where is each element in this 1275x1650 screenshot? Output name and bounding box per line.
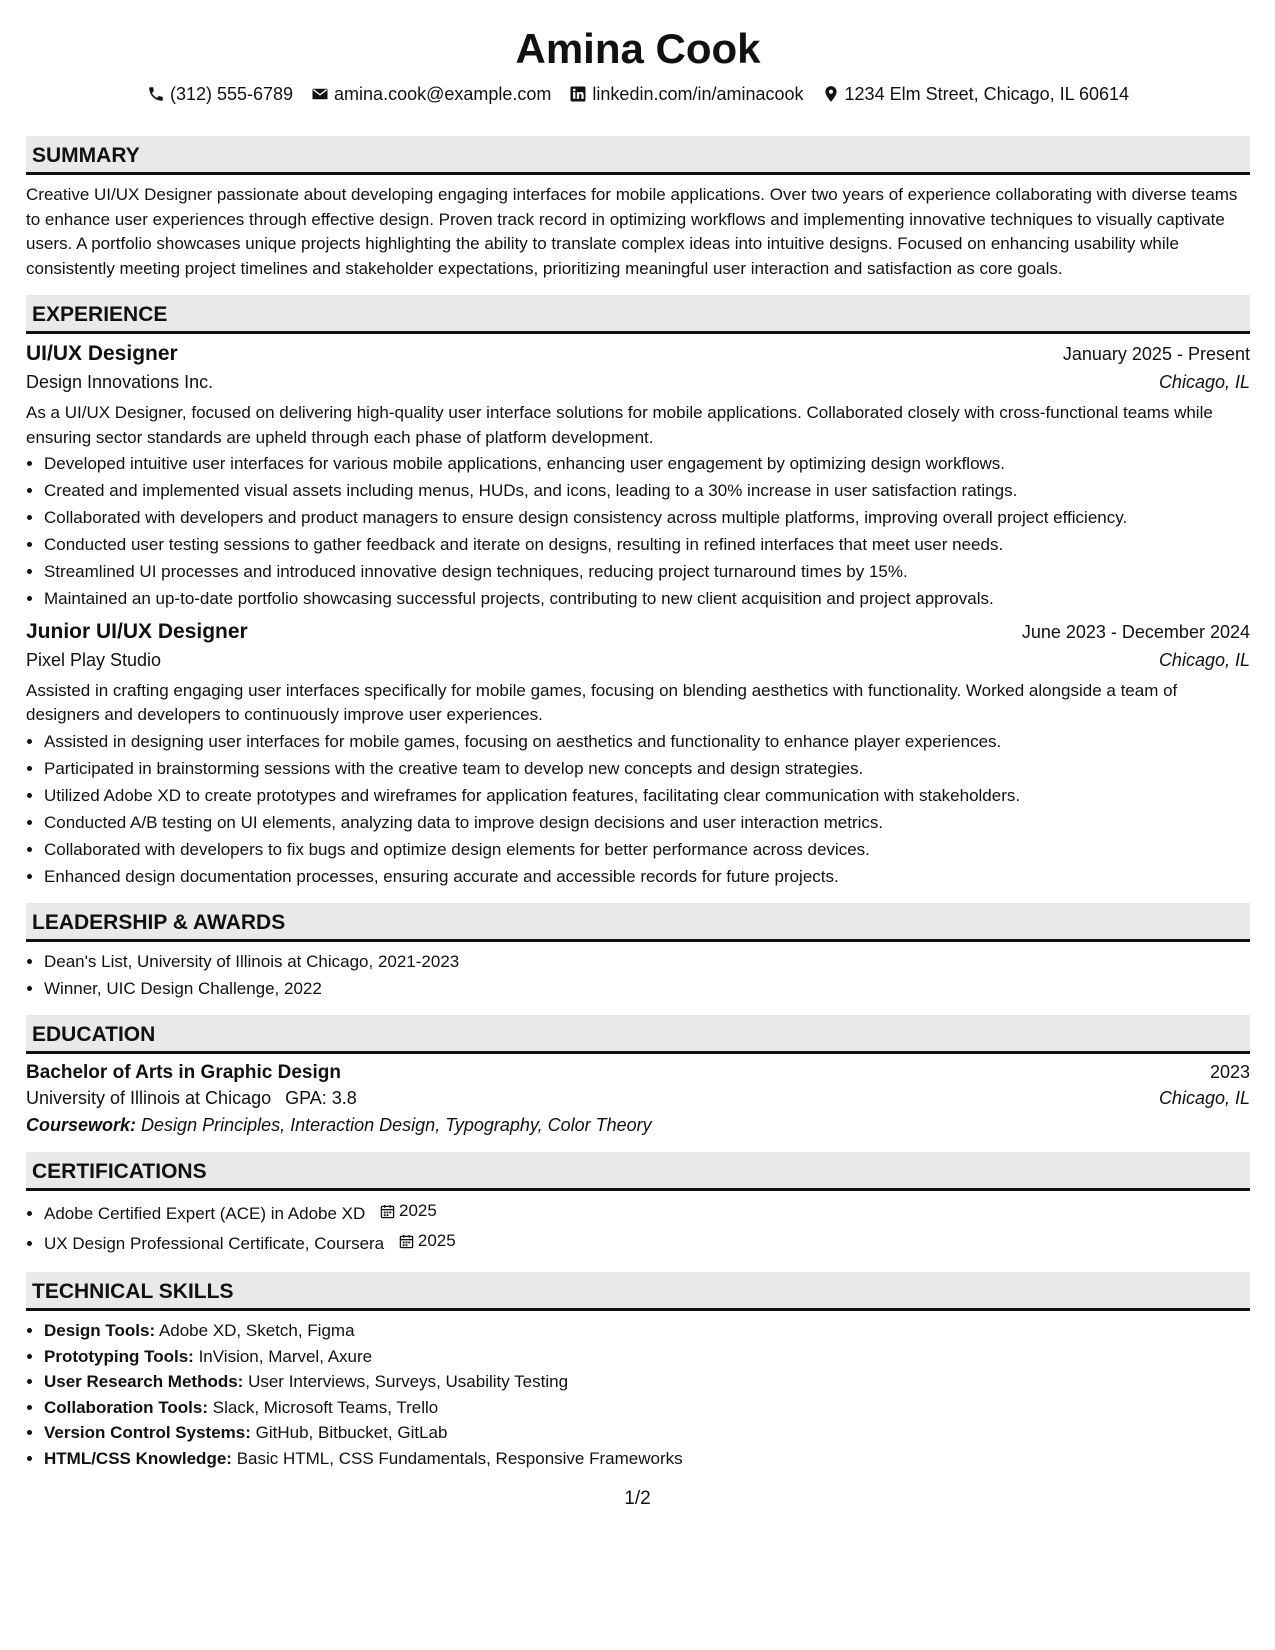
- company-name: Pixel Play Studio: [26, 649, 162, 670]
- company-name: Design Innovations Inc.: [26, 372, 214, 392]
- phone-icon: [147, 85, 165, 103]
- awards-list: [26, 950, 1250, 1001]
- list-item: • Enhanced design documentation processes, ensuring accurate and accessible records for future projects.: [44, 865, 1250, 890]
- contact-phone: [147, 82, 293, 106]
- skill-label: Prototyping Tools:: [44, 1346, 194, 1366]
- list-item: [44, 1345, 1250, 1370]
- phone-text: (312) 555-6789: [169, 84, 294, 104]
- list-item: • Dean's List, University of Illinois at Chicago, 2021-2023: [44, 950, 1250, 975]
- section-heading: EDUCATION: [26, 1015, 1250, 1054]
- page-number: 1/2: [624, 1488, 651, 1509]
- section-heading: EXPERIENCE: [26, 295, 1250, 334]
- cert-date: 2025: [417, 1230, 456, 1250]
- calendar-icon: [380, 1204, 395, 1219]
- section-heading: SUMMARY: [26, 136, 1250, 175]
- job-description: As a UI/UX Designer, focused on delivering high-quality user interface solutions for mobile applications. Collaborated closely with cross-functional teams while ensuring sector standards are upheld through each phase of platform development.: [26, 403, 1213, 447]
- list-item: • Maintained an up-to-date portfolio showcasing successful projects, contributing to new client acquisition and project approvals.: [44, 587, 1250, 612]
- skill-value: Basic HTML, CSS Fundamentals, Responsive Frameworks: [236, 1448, 683, 1468]
- job-bullets: [26, 730, 1250, 890]
- experience-section: [26, 295, 1250, 889]
- email-text: amina.cook@example.com: [334, 84, 552, 104]
- certifications-list: [26, 1199, 1250, 1256]
- job-title: Junior UI/UX Designer: [26, 619, 248, 643]
- skill-value: User Interviews, Surveys, Usability Testing: [248, 1372, 569, 1391]
- linkedin-text: linkedin.com/in/aminacook: [592, 84, 804, 104]
- list-item: • Winner, UIC Design Challenge, 2022: [44, 977, 1250, 1002]
- contact-address: [822, 82, 1130, 106]
- list-item: • Conducted A/B testing on UI elements, analyzing data to improve design decisions and user interaction metrics.: [44, 811, 1250, 836]
- section-heading: LEADERSHIP & AWARDS: [26, 903, 1250, 942]
- skill-value: InVision, Marvel, Axure: [198, 1346, 373, 1366]
- list-item: [44, 1370, 1250, 1395]
- job-entry: [26, 620, 1250, 890]
- summary-text: Creative UI/UX Designer passionate about developing engaging interfaces for mobile applications. Over two years of experience collaborating with diverse teams to enhance user experiences through effective design. Proven track record in optimizing workflows and implementing innovative techniques to visually captivate users. A portfolio showcases unique projects highlighting the ability to translate complex ideas into intuitive designs. Focused on enhancing usability while consistently meeting project timelines and stakeholder expectations, prioritizing meaningful user interaction and satisfaction as core goals.: [26, 185, 1238, 278]
- skill-value: GitHub, Bitbucket, GitLab: [255, 1423, 448, 1442]
- list-item: [44, 1229, 1250, 1256]
- skill-label: HTML/CSS Knowledge:: [44, 1448, 232, 1468]
- list-item: • Utilized Adobe XD to create prototypes and wireframes for application features, facilitating clear communication with stakeholders.: [44, 784, 1250, 809]
- skill-label: Version Control Systems:: [44, 1423, 251, 1442]
- resume-page: [26, 20, 1250, 1472]
- contact-linkedin: [569, 82, 803, 106]
- skill-label: Collaboration Tools:: [44, 1397, 209, 1417]
- school-location: Chicago, IL: [1158, 1088, 1250, 1108]
- job-entry: [26, 342, 1250, 612]
- list-item: • Collaborated with developers and product managers to ensure design consistency across multiple platforms, improving overall project efficiency.: [44, 506, 1250, 531]
- envelope-icon: [311, 85, 329, 103]
- cert-name: Adobe Certified Expert (ACE) in Adobe XD: [44, 1203, 366, 1223]
- section-heading: TECHNICAL SKILLS: [26, 1272, 1250, 1311]
- list-item: • Streamlined UI processes and introduced innovative design techniques, reducing project turnaround times by 15%.: [44, 560, 1250, 585]
- list-item: • Assisted in designing user interfaces for mobile games, focusing on aesthetics and functionality to enhance player experiences.: [44, 730, 1250, 755]
- contact-email: [311, 82, 551, 106]
- list-item: [44, 1396, 1250, 1421]
- skill-label: User Research Methods:: [44, 1372, 244, 1391]
- list-item: • Participated in brainstorming sessions with the creative team to develop new concepts and design strategies.: [44, 757, 1250, 782]
- cert-name: UX Design Professional Certificate, Coursera: [44, 1233, 385, 1253]
- coursework: [26, 1115, 1250, 1136]
- list-item: [44, 1199, 1250, 1226]
- school-name: University of Illinois at Chicago: [26, 1088, 272, 1108]
- certifications-section: [26, 1152, 1250, 1256]
- coursework-list: Design Principles, Interaction Design, Typography, Color Theory: [141, 1115, 652, 1135]
- awards-section: [26, 903, 1250, 1001]
- job-bullets: [26, 452, 1250, 612]
- coursework-label: Coursework:: [26, 1115, 137, 1135]
- gpa: GPA: 3.8: [285, 1088, 357, 1108]
- list-item: [44, 1319, 1250, 1344]
- skills-list: [26, 1319, 1250, 1471]
- skill-value: Slack, Microsoft Teams, Trello: [212, 1397, 439, 1417]
- summary-section: [26, 136, 1250, 281]
- graduation-year: 2023: [1209, 1062, 1250, 1082]
- job-title: UI/UX Designer: [26, 342, 178, 365]
- list-item: • Collaborated with developers to fix bugs and optimize design elements for better performance across devices.: [44, 838, 1250, 863]
- job-dates: January 2025 - Present: [1062, 344, 1250, 364]
- job-dates: June 2023 - December 2024: [1021, 621, 1250, 642]
- calendar-icon: [399, 1234, 414, 1249]
- linkedin-icon: [569, 85, 587, 103]
- job-description: Assisted in crafting engaging user interfaces specifically for mobile games, focusing on blending aesthetics with functionality. Worked alongside a team of designers and developers to continuously improve user experiences.: [26, 680, 1178, 724]
- job-location: Chicago, IL: [1158, 372, 1250, 392]
- list-item: • Created and implemented visual assets including menus, HUDs, and icons, leading to a 30% increase in user satisfaction ratings.: [44, 479, 1250, 504]
- list-item: • Conducted user testing sessions to gather feedback and iterate on designs, resulting in refined interfaces that meet user needs.: [44, 533, 1250, 558]
- contact-bar: [26, 82, 1250, 106]
- list-item: [44, 1421, 1250, 1446]
- address-text: 1234 Elm Street, Chicago, IL 60614: [844, 84, 1130, 104]
- section-heading: CERTIFICATIONS: [26, 1152, 1250, 1191]
- map-pin-icon: [822, 85, 840, 103]
- candidate-name: Amina Cook: [515, 25, 761, 72]
- list-item: • Developed intuitive user interfaces for various mobile applications, enhancing user engagement by optimizing design workflows.: [44, 452, 1250, 477]
- degree-title: Bachelor of Arts in Graphic Design: [26, 1062, 341, 1083]
- skill-value: Adobe XD, Sketch, Figma: [158, 1321, 355, 1340]
- list-item: [44, 1447, 1250, 1472]
- education-section: [26, 1015, 1250, 1136]
- cert-date: 2025: [399, 1201, 437, 1220]
- skills-section: [26, 1272, 1250, 1471]
- skill-label: Design Tools:: [44, 1321, 156, 1340]
- job-location: Chicago, IL: [1158, 649, 1250, 670]
